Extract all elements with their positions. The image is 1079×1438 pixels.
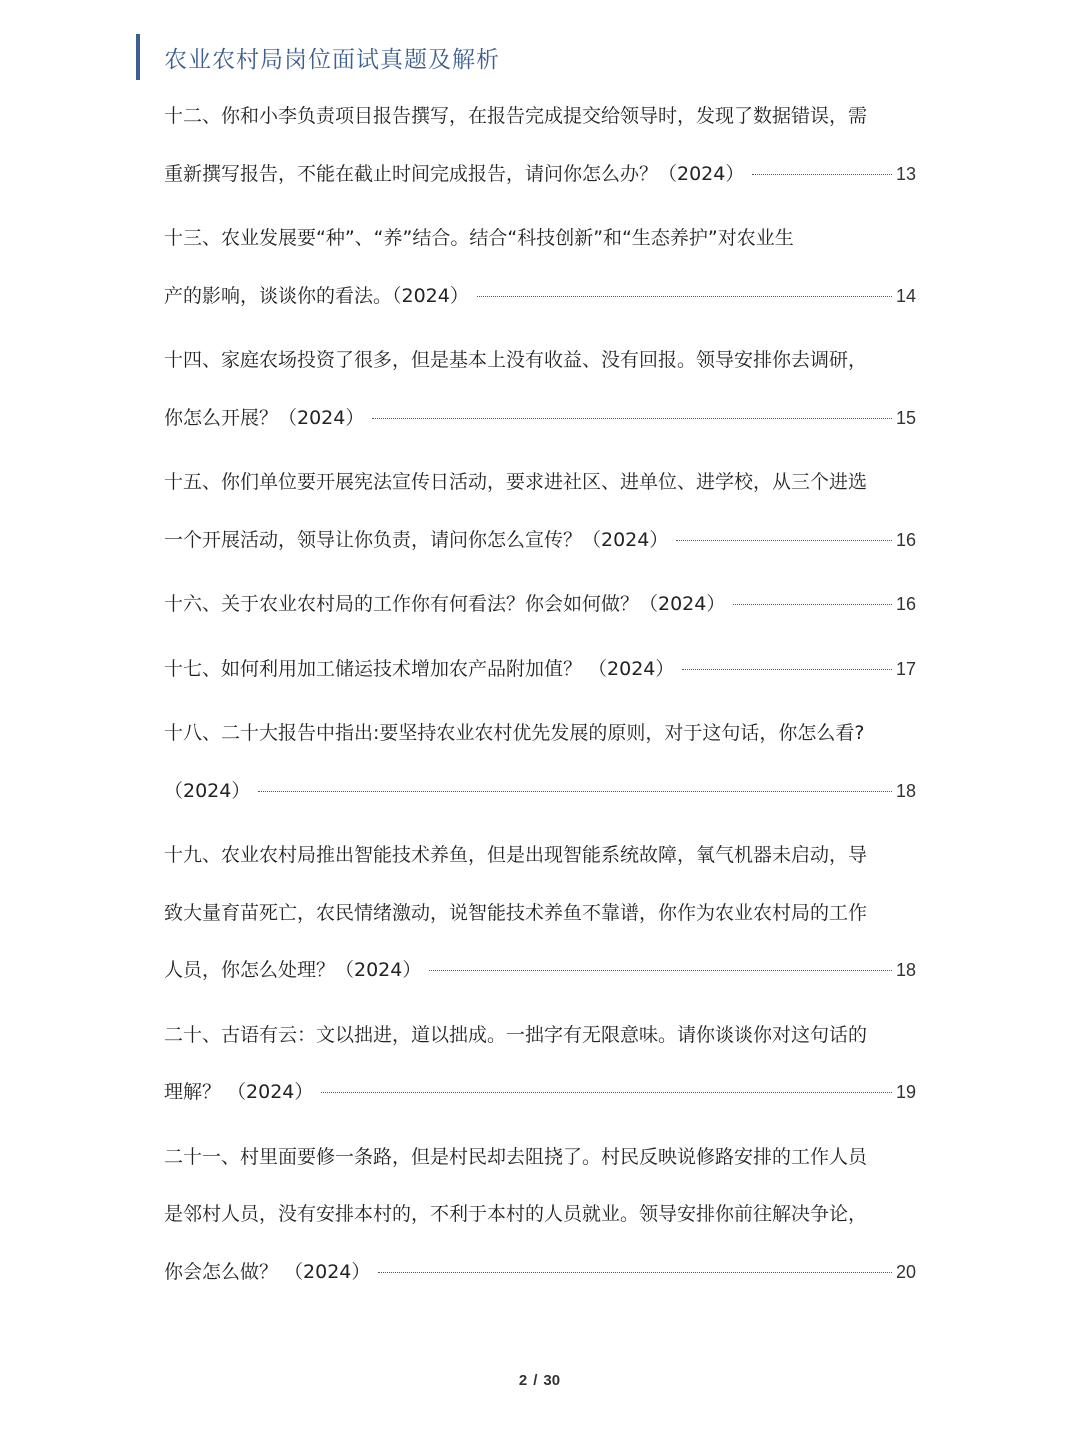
toc-entry[interactable] [164,1007,916,1122]
toc-entry-last-line [164,1244,916,1302]
toc-page-number: 19 [895,1082,916,1102]
toc-entry[interactable] [164,576,916,634]
toc-entry-text: （2024） [164,779,251,802]
toc-entry[interactable] [164,332,916,447]
toc-entry-line: 十九、农业农村局推出智能技术养鱼，但是出现智能系统故障，氧气机器未启动，导 [164,844,868,866]
toc-entry-line: 二十、古语有云：文以拙进，道以拙成。一拙字有无限意味。请你谈谈你对这句话的 [164,1023,868,1046]
toc-entry-last-line [164,512,916,570]
toc-entry-text: 重新撰写报告，不能在截止时间完成报告，请问你怎么办？（2024） [164,162,745,185]
toc-entry-last-line [164,942,916,1000]
toc-entry-line: 是邻村人员，没有安排本村的，不利于本村的人员就业。领导安排你前往解决争论， [164,1203,868,1225]
document-title: 农业农村局岗位面试真题及解析 [164,46,500,73]
toc-page-number: 16 [895,594,916,614]
toc-page-number: 18 [895,780,916,801]
table-of-contents [164,88,916,1301]
toc-entry-last-line [164,390,916,448]
toc-entry-last-line [164,576,916,634]
toc-entry-text: 人员，你怎么处理？（2024） [164,959,422,981]
toc-entry-line: 十四、家庭农场投资了很多，但是基本上没有收益、没有回报。领导安排你去调研， [164,349,868,371]
header-accent-bar [136,34,140,80]
toc-page-number: 18 [895,960,916,980]
toc-dot-leader [429,970,892,971]
toc-entry-line: 二十一、村里面要修一条路，但是村民却去阻挠了。村民反映说修路安排的工作人员 [164,1145,868,1168]
toc-entry-text: 十六、关于农业农村局的工作你有何看法？你会如何做？（2024） [164,593,726,615]
toc-entry-last-line [164,763,916,821]
toc-entry-last-line [164,146,916,204]
toc-entry-text: 产的影响，谈谈你的看法。（2024） [164,284,469,307]
toc-entry-line: 十五、你们单位要开展宪法宣传日活动，要求进社区、进单位、进学校，从三个进选 [164,471,868,493]
toc-entry-line: 致大量育苗死亡，农民情绪激动，说智能技术养鱼不靠谱，你作为农业农村局的工作 [164,901,868,924]
toc-dot-leader [733,604,892,605]
toc-entry[interactable] [164,705,916,820]
page-header [136,34,500,80]
toc-dot-leader [372,418,892,419]
toc-entry[interactable] [164,88,916,203]
current-page: 2 [518,1372,528,1389]
toc-dot-leader [682,669,892,670]
toc-entry-text: 理解？ （2024） [164,1081,314,1103]
toc-page-number: 17 [895,658,916,679]
toc-entry[interactable] [164,210,916,325]
total-pages: 30 [543,1372,561,1389]
toc-dot-leader [676,540,892,541]
toc-entry-text: 你会怎么做？ （2024） [164,1260,371,1283]
toc-entry[interactable] [164,1129,916,1302]
toc-entry-last-line [164,1064,916,1122]
toc-entry-line: 十三、农业发展要“种”、“养”结合。结合“科技创新”和“生态养护”对农业生 [164,227,794,249]
toc-entry-line: 十二、你和小李负责项目报告撰写，在报告完成提交给领导时，发现了数据错误，需 [164,105,868,127]
toc-entry-last-line [164,641,916,699]
toc-dot-leader [258,791,892,792]
toc-entry-text: 一个开展活动，领导让你负责，请问你怎么宣传？（2024） [164,528,669,551]
toc-page-number: 14 [895,285,916,306]
toc-dot-leader [321,1092,892,1093]
toc-entry[interactable] [164,454,916,569]
toc-entry-last-line [164,268,916,326]
toc-dot-leader [477,296,892,297]
toc-page-number: 15 [895,407,916,428]
toc-entry-text: 你怎么开展？（2024） [164,406,365,429]
toc-dot-leader [378,1272,892,1273]
toc-dot-leader [752,174,892,175]
page-separator: / [533,1372,538,1389]
toc-entry[interactable] [164,827,916,1000]
toc-page-number: 16 [895,529,916,550]
toc-page-number: 13 [895,163,916,184]
toc-entry[interactable] [164,641,916,699]
toc-entry-line: 十八、二十大报告中指出:要坚持农业农村优先发展的原则，对于这句话，你怎么看? [164,722,865,744]
toc-page-number: 20 [895,1261,916,1282]
page-number [0,1372,1079,1389]
toc-entry-text: 十七、如何利用加工储运技术增加农产品附加值？ （2024） [164,657,675,680]
